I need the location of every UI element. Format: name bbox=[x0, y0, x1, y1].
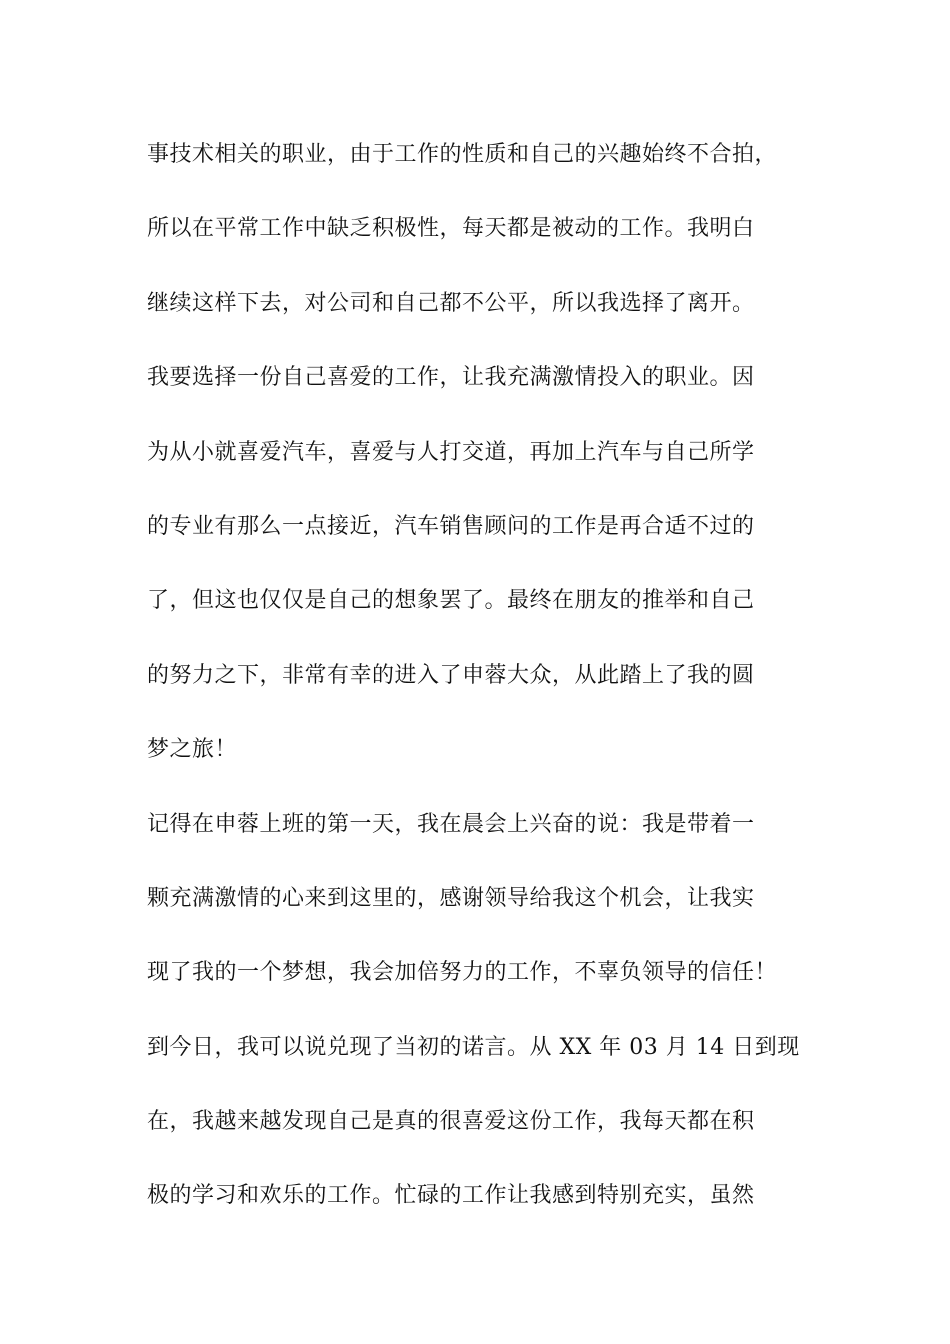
text-line: 为从小就喜爱汽车，喜爱与人打交道，再加上汽车与自己所学 bbox=[147, 439, 755, 465]
text-line: 极的学习和欢乐的工作。忙碌的工作让我感到特别充实，虽然 bbox=[147, 1183, 755, 1209]
text-line: 事技术相关的职业，由于工作的性质和自己的兴趣始终不合拍， bbox=[147, 142, 778, 167]
text-line: 颗充满激情的心来到这里的，感谢领导给我这个机会，让我实 bbox=[147, 885, 755, 911]
text-line: 所以在平常工作中缺乏积极性，每天都是被动的工作。我明白 bbox=[147, 216, 755, 242]
body-text bbox=[147, 132, 807, 1248]
text-line: 我要选择一份自己喜爱的工作，让我充满激情投入的职业。因 bbox=[147, 365, 755, 391]
text-line: 梦之旅！ bbox=[147, 737, 238, 763]
text-line: 在，我越来越发现自己是真的很喜爱这份工作，我每天都在积 bbox=[147, 1109, 755, 1135]
text-line: 现了我的一个梦想，我会加倍努力的工作，不辜负领导的信任！ bbox=[147, 960, 778, 986]
text-line: 记得在申蓉上班的第一天，我在晨会上兴奋的说：我是带着一 bbox=[147, 811, 755, 837]
text-line: 的努力之下，非常有幸的进入了申蓉大众，从此踏上了我的圆 bbox=[147, 662, 755, 688]
text-line: 继续这样下去，对公司和自己都不公平，所以我选择了离开。 bbox=[147, 290, 755, 316]
text-line: 到今日，我可以说兑现了当初的诺言。从 XX 年 03 月 14 日到现 bbox=[147, 1034, 800, 1060]
text-line: 的专业有那么一点接近，汽车销售顾问的工作是再合适不过的 bbox=[147, 513, 755, 539]
text-line: 了，但这也仅仅是自己的想象罢了。最终在朋友的推举和自己 bbox=[147, 588, 755, 614]
